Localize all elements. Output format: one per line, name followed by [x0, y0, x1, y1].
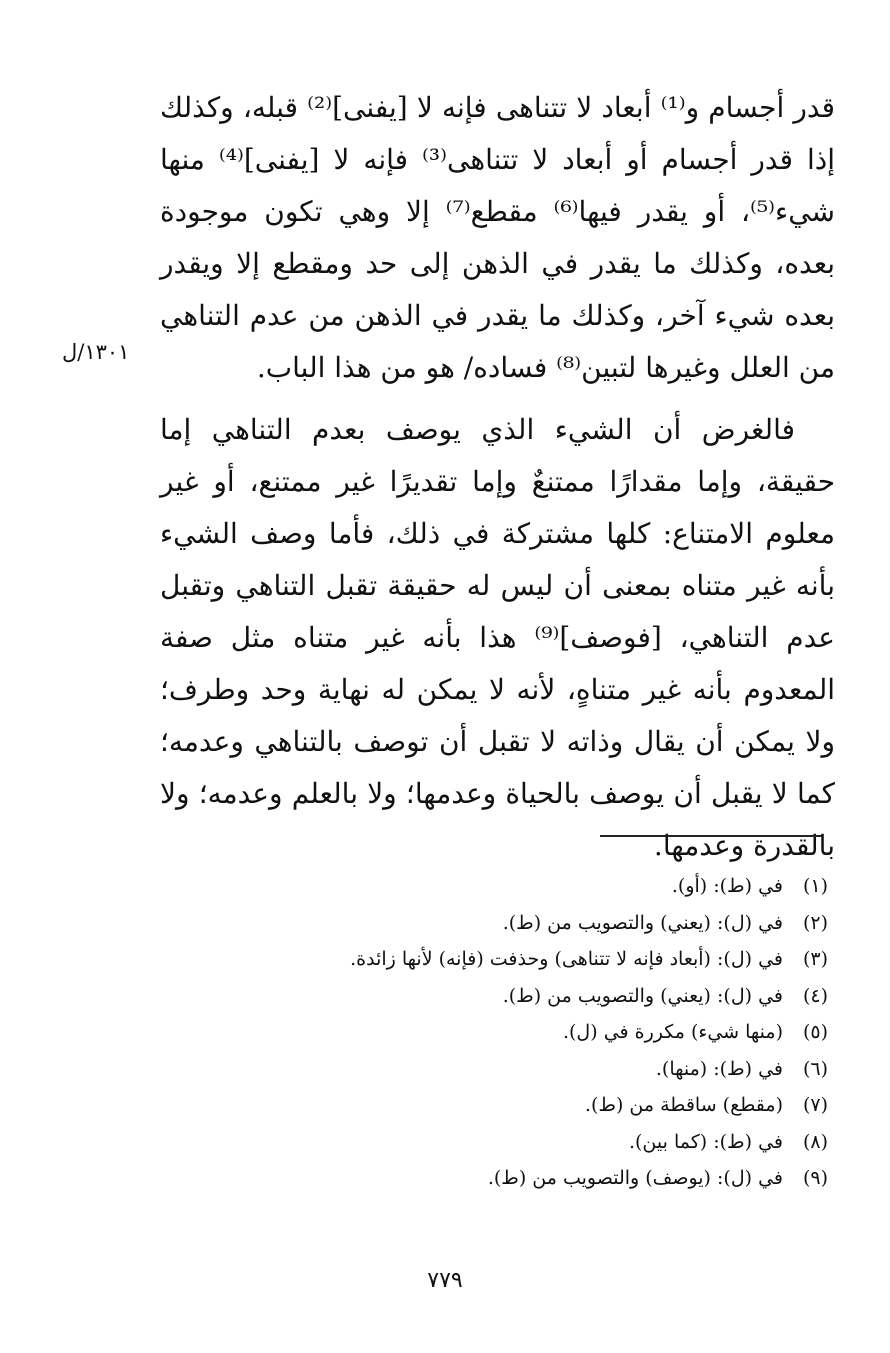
- footnote: [268, 941, 828, 978]
- footnote-number: (٨): [802, 1130, 828, 1153]
- footnote: [268, 1014, 828, 1051]
- footnote-text: في (ل): (يعني) والتصويب من (ط).: [502, 911, 783, 934]
- footnote: [268, 1087, 828, 1124]
- footnotes: [268, 868, 828, 1197]
- footnote: [268, 1160, 828, 1197]
- footnote-text: (مقطع) ساقطة من (ط).: [584, 1094, 783, 1116]
- footnote-number: (١): [802, 875, 828, 897]
- footnote-number: (٣): [802, 948, 828, 970]
- footnote-text: في (ل): (يوصف) والتصويب من (ط).: [487, 1167, 783, 1189]
- footnote: [268, 1051, 828, 1088]
- page-number: ٧٧٩: [427, 1268, 463, 1293]
- footnote: [268, 1124, 828, 1161]
- paragraph: قدر أجسام و⁽¹⁾ أبعاد لا تتناهى فإنه لا [يفنى]⁽²⁾ قبله، وكذلك إذا قدر أجسام أو أبعاد لا تتناهى⁽³⁾ فإنه لا [يفنى]⁽⁴⁾ منها شيء⁽⁵⁾، أو يقدر فيها⁽⁶⁾ مقطع⁽⁷⁾ إلا وهي تكون موجودة بعده، وكذلك ما يقدر في الذهن إلى حد ومقطع إلا ويقدر بعده شيء آخر، وكذلك ما يقدر في الذهن من عدم التناهي من العلل وغيرها لتبين⁽⁸⁾ فساده/ هو من هذا الباب.: [160, 91, 835, 384]
- footnote-number: (٥): [802, 1021, 828, 1043]
- footnote-separator: [600, 835, 822, 837]
- main-text: [160, 82, 835, 872]
- footnote-number: (٩): [802, 1167, 828, 1189]
- margin-note: ١٣٠١/ل: [62, 340, 130, 364]
- footnote-number: (٢): [802, 911, 828, 934]
- footnote-text: في (ط): (كما بين).: [628, 1130, 783, 1153]
- footnote-text: (منها شيء) مكررة في (ل).: [562, 1021, 783, 1043]
- footnote-text: في (ط): (أو).: [671, 875, 783, 897]
- footnote-text: في (ل): (أبعاد فإنه لا تتناهى) وحذفت (فإنه) لأنها زائدة.: [350, 948, 783, 970]
- footnote-number: (٧): [802, 1094, 828, 1116]
- paragraph: فالغرض أن الشيء الذي يوصف بعدم التناهي إما حقيقة، وإما مقدارًا ممتنعٌ وإما تقديرًا غير ممتنع، أو غير معلوم الامتناع: كلها مشتركة في ذلك، فأما وصف الشيء بأنه غير متناه بمعنى أن ليس له حقيقة تقبل التناهي وتقبل عدم التناهي، [فوصف]⁽⁹⁾ هذا بأنه غير متناه مثل صفة المعدوم بأنه غير متناهٍ، لأنه لا يمكن له نهاية وحد وطرف؛ ولا يمكن أن يقال وذاته لا تقبل أن توصف بالتناهي وعدمه؛ كما لا يقبل أن يوصف بالحياة وعدمها؛ ولا بالعلم وعدمه؛ ولا بالقدرة وعدمها.: [160, 413, 836, 862]
- footnote-number: (٦): [802, 1057, 828, 1080]
- footnote: [268, 868, 828, 905]
- footnote-number: (٤): [802, 984, 828, 1007]
- footnote-text: في (ط): (منها).: [655, 1057, 783, 1080]
- footnote: [268, 905, 828, 942]
- footnote-text: في (ل): (يعني) والتصويب من (ط).: [502, 984, 783, 1007]
- footnote: [268, 978, 828, 1015]
